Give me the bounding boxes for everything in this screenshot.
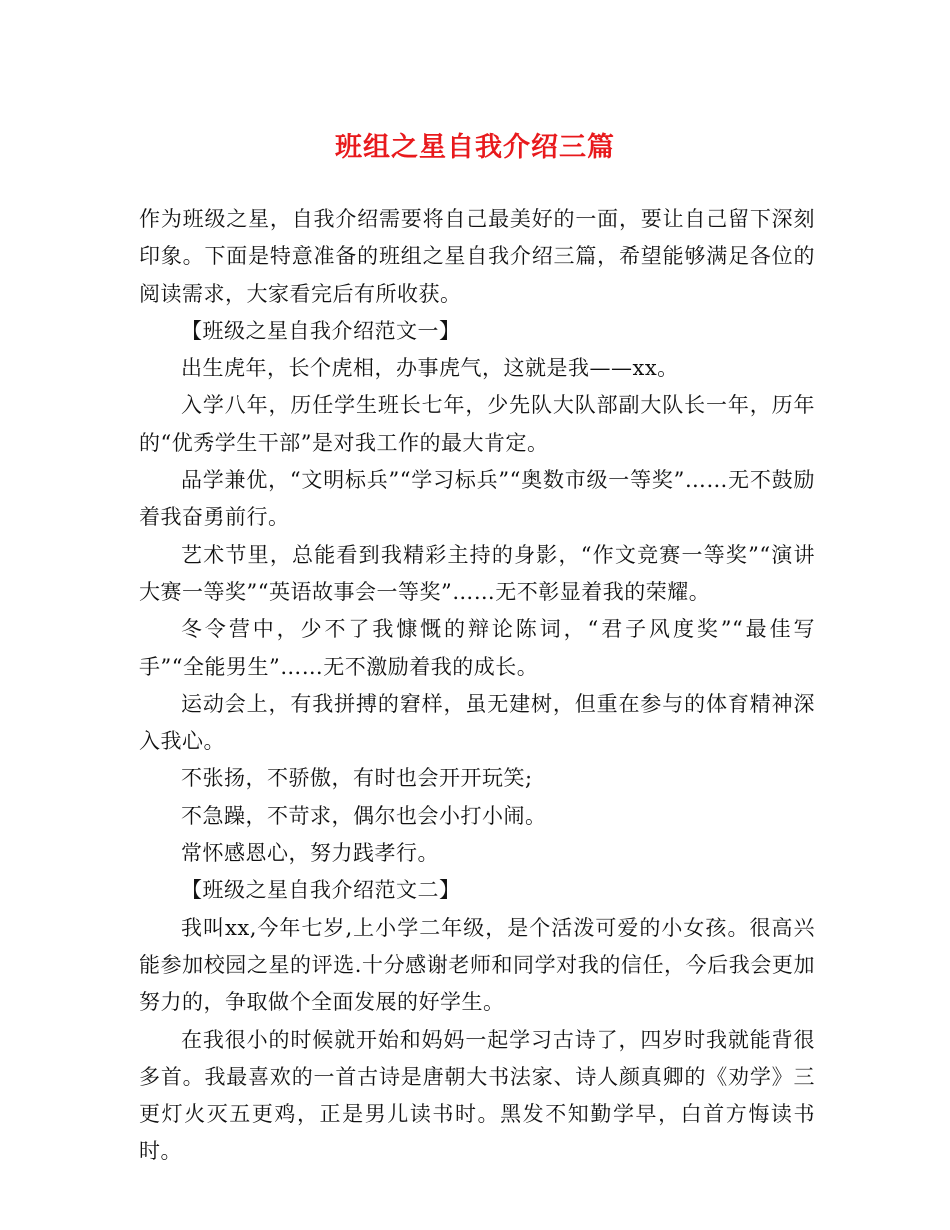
intro-paragraph: 作为班级之星，自我介绍需要将自己最美好的一面，要让自己留下深刻印象。下面是特意准备的班组之星自我介绍三篇，希望能够满足各位的阅读需求，大家看完后有所收获。 bbox=[139, 207, 815, 306]
paragraph: 入学八年，历任学生班长七年，少先队大队部副大队长一年，历年的“优秀学生干部”是对我工作的最大肯定。 bbox=[139, 393, 815, 455]
paragraph: 出生虎年，长个虎相，办事虎气，这就是我——xx。 bbox=[181, 356, 679, 381]
document-body bbox=[139, 201, 815, 1171]
paragraph: 在我很小的时候就开始和妈妈一起学习古诗了，四岁时我就能背很多首。我最喜欢的一首古诗是唐朝大书法家、诗人颜真卿的《劝学》三更灯火灭五更鸡，正是男儿读书时。黑发不知勤学早，白首方悔读书时。 bbox=[139, 1027, 815, 1164]
page-title: 班组之星自我介绍三篇 bbox=[335, 132, 615, 163]
paragraph: 不张扬，不骄傲，有时也会开开玩笑; bbox=[181, 766, 533, 791]
paragraph: 运动会上，有我拼搏的窘样，虽无建树，但重在参与的体育精神深入我心。 bbox=[139, 691, 815, 754]
paragraph: 艺术节里，总能看到我精彩主持的身影，“作文竞赛一等奖”“演讲大赛一等奖”“英语故事会一等奖”……无不彰显着我的荣耀。 bbox=[139, 542, 815, 604]
paragraph: 品学兼优，“文明标兵”“学习标兵”“奥数市级一等奖”……无不鼓励着我奋勇前行。 bbox=[139, 468, 815, 530]
section-heading-2: 【班级之星自我介绍范文二】 bbox=[181, 878, 461, 903]
paragraph: 常怀感恩心，努力践孝行。 bbox=[181, 841, 439, 866]
section-heading-1: 【班级之星自我介绍范文一】 bbox=[181, 318, 461, 343]
paragraph: 冬令营中，少不了我慷慨的辩论陈词，“君子风度奖”“最佳写手”“全能男生”……无不激励着我的成长。 bbox=[139, 617, 815, 679]
paragraph: 我叫xx,今年七岁,上小学二年级，是个活泼可爱的小女孩。很高兴能参加校园之星的评选.十分感谢老师和同学对我的信任，今后我会更加努力的，争取做个全面发展的好学生。 bbox=[139, 915, 815, 1015]
paragraph: 不急躁，不苛求，偶尔也会小打小闹。 bbox=[181, 803, 547, 828]
